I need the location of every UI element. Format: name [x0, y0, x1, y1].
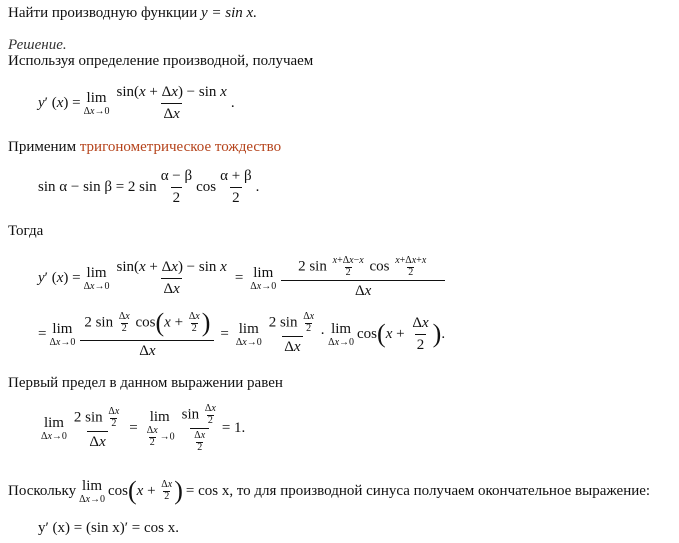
- apply-line: [8, 138, 281, 156]
- apply-text: Применим: [8, 139, 80, 155]
- task-formula: y = sin x.: [201, 5, 257, 21]
- then-text: Тогда: [8, 223, 44, 239]
- final-formula: y′ (x) = (sin x)′ = cos x.: [38, 520, 179, 536]
- task-line: [8, 4, 257, 22]
- since-prefix: Поскольку: [8, 482, 77, 499]
- derivation-row-2: = lim Δx→0 2 sin $\frac{\Delta x}{2}$ cos(x + $\frac{\Delta x}{2}$ ) Δx = lim Δx→0 2 sin $\frac{\Delta x}{2}$ Δx · lim Δx→0 cos ( x + $\frac{\Delta x}{2}$ ) .: [38, 308, 446, 359]
- solution-label: Решение.: [8, 37, 67, 53]
- first-limit-formula: lim Δx→0 2 sin $\frac{\Delta x}{2}$ Δx = lim $\frac{\Delta x}{2}$ →0 sin $\frac{\Delta x}{2}$ $\frac{\Delta x}{2}$ = 1.: [41, 403, 246, 453]
- since-suffix: = cos x, то для производной синуса получаем окончательное выражение:: [185, 482, 651, 499]
- intro-text: Используя определение производной, получаем: [8, 53, 314, 69]
- since-line: Поскольку lim Δx→0 cos ( x + $\frac{\Delta x}{2}$ ) = cos x, то для производной синуса получаем окончательное выражение:: [8, 476, 651, 505]
- derivation-row-1: y ′ ( x ) = lim Δx→0 $\frac{\text{sin(x + Δx) − sin x}}{\Delta x}$ = lim Δx→0 2 sin $\frac{x+\Delta x-x}{2}$ cos $\frac{x+\Delta x+x}{2}$ Δx: [38, 256, 447, 300]
- identity-formula: sin α − sin β = 2 sin $\frac{\alpha - \beta}{2}$ cos $\frac{\alpha + \beta}{2}$ .: [38, 168, 260, 206]
- identity-link[interactable]: тригонометрическое тождество: [79, 139, 282, 155]
- first-limit-text: Первый предел в данном выражении равен: [8, 375, 283, 391]
- definition-formula: y ′ ( x ) = lim Δx→0 $\frac{\text{sin(x + Δx) − sin x}}{\Delta x}$ .: [38, 84, 235, 122]
- task-text: Найти производную функции: [8, 5, 201, 21]
